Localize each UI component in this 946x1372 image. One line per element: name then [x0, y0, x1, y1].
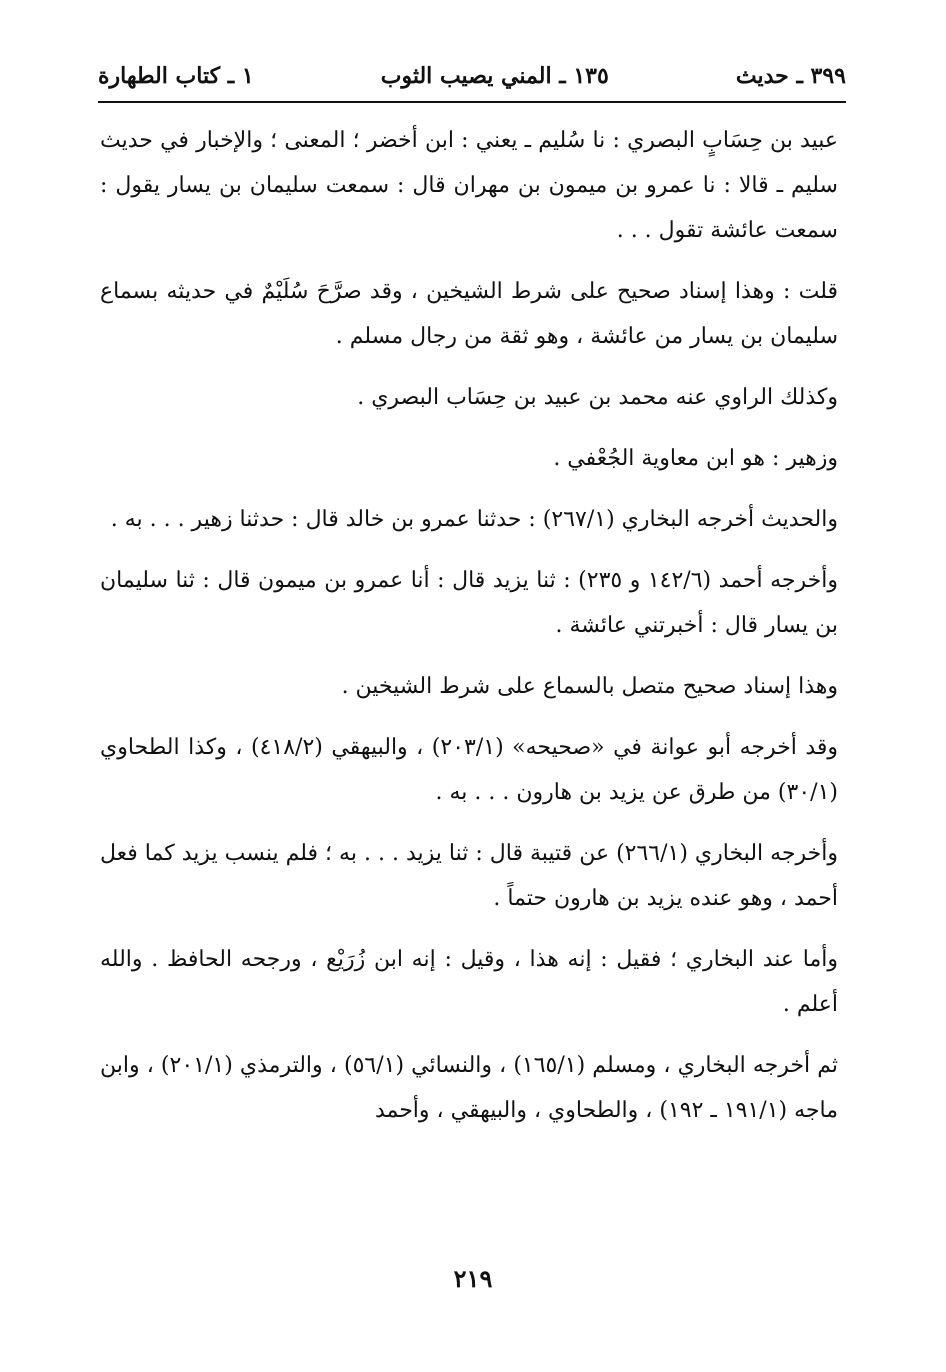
header-divider [98, 101, 846, 103]
paragraph-8: وقد أخرجه أبو عوانة في «صحيحه» (٢٠٣/١) ، والبيهقي (٤١٨/٢) ، وكذا الطحاوي (٣٠/١) من طرق عن يزيد بن هارون . . . به . [100, 735, 839, 805]
paragraph-4: وزهير : هو ابن معاوية الجُعْفي . [553, 446, 838, 471]
header-section: ١٣٥ ـ المني يصيب الثوب [380, 63, 609, 89]
paragraph-2: قلت : وهذا إسناد صحيح على شرط الشيخين ، وقد صرَّحَ سُلَيْمٌ في حديثه بسماع سليمان بن يسار من عائشة ، وهو ثقة من رجال مسلم . [100, 279, 838, 349]
running-header [98, 56, 846, 96]
paragraph-6: وأخرجه أحمد (١٤٢/٦ و ٢٣٥) : ثنا يزيد قال : أنا عمرو بن ميمون قال : ثنا سليمان بن يسار قال : أخبرتني عائشة . [100, 568, 838, 638]
paragraph-9: وأخرجه البخاري (٢٦٦/١) عن قتيبة قال : ثنا يزيد . . . به ؛ فلم ينسب يزيد كما فعل أحمد ، وهو عنده يزيد بن هارون حتماً . [100, 841, 838, 911]
paragraph-10: وأما عند البخاري ؛ فقيل : إنه هذا ، وقيل : إنه ابن زُرَيْع ، ورجحه الحافظ . والله أعلم . [100, 947, 838, 1017]
page-number: ٢١٩ [453, 1264, 493, 1293]
paragraph-3: وكذلك الراوي عنه محمد بن عبيد بن حِسَاب البصري . [357, 385, 838, 410]
paragraph-5: والحديث أخرجه البخاري (٢٦٧/١) : حدثنا عمرو بن خالد قال : حدثنا زهير . . . به . [110, 507, 838, 532]
paragraph-11: ثم أخرجه البخاري ، ومسلم (١٦٥/١) ، والنسائي (٥٦/١) ، والترمذي (٢٠١/١) ، وابن ماجه (١٩١/١ ـ ١٩٢) ، والطحاوي ، والبيهقي ، وأحمد [100, 1053, 839, 1123]
header-hadith-number: ٣٩٩ ـ حديث [735, 63, 846, 89]
header-chapter: ١ ـ كتاب الطهارة [98, 63, 254, 89]
paragraph-7: وهذا إسناد صحيح متصل بالسماع على شرط الشيخين . [341, 674, 838, 699]
paragraph-1: عبيد بن حِسَابٍ البصري : نا سُليم ـ يعني : ابن أخضر ؛ المعنى ؛ والإخبار في حديث سليم ـ قالا : نا عمرو بن ميمون بن مهران قال : سمعت سليمان بن يسار يقول : سمعت عائشة تقول . . . [100, 128, 838, 243]
page-body [100, 118, 838, 1149]
